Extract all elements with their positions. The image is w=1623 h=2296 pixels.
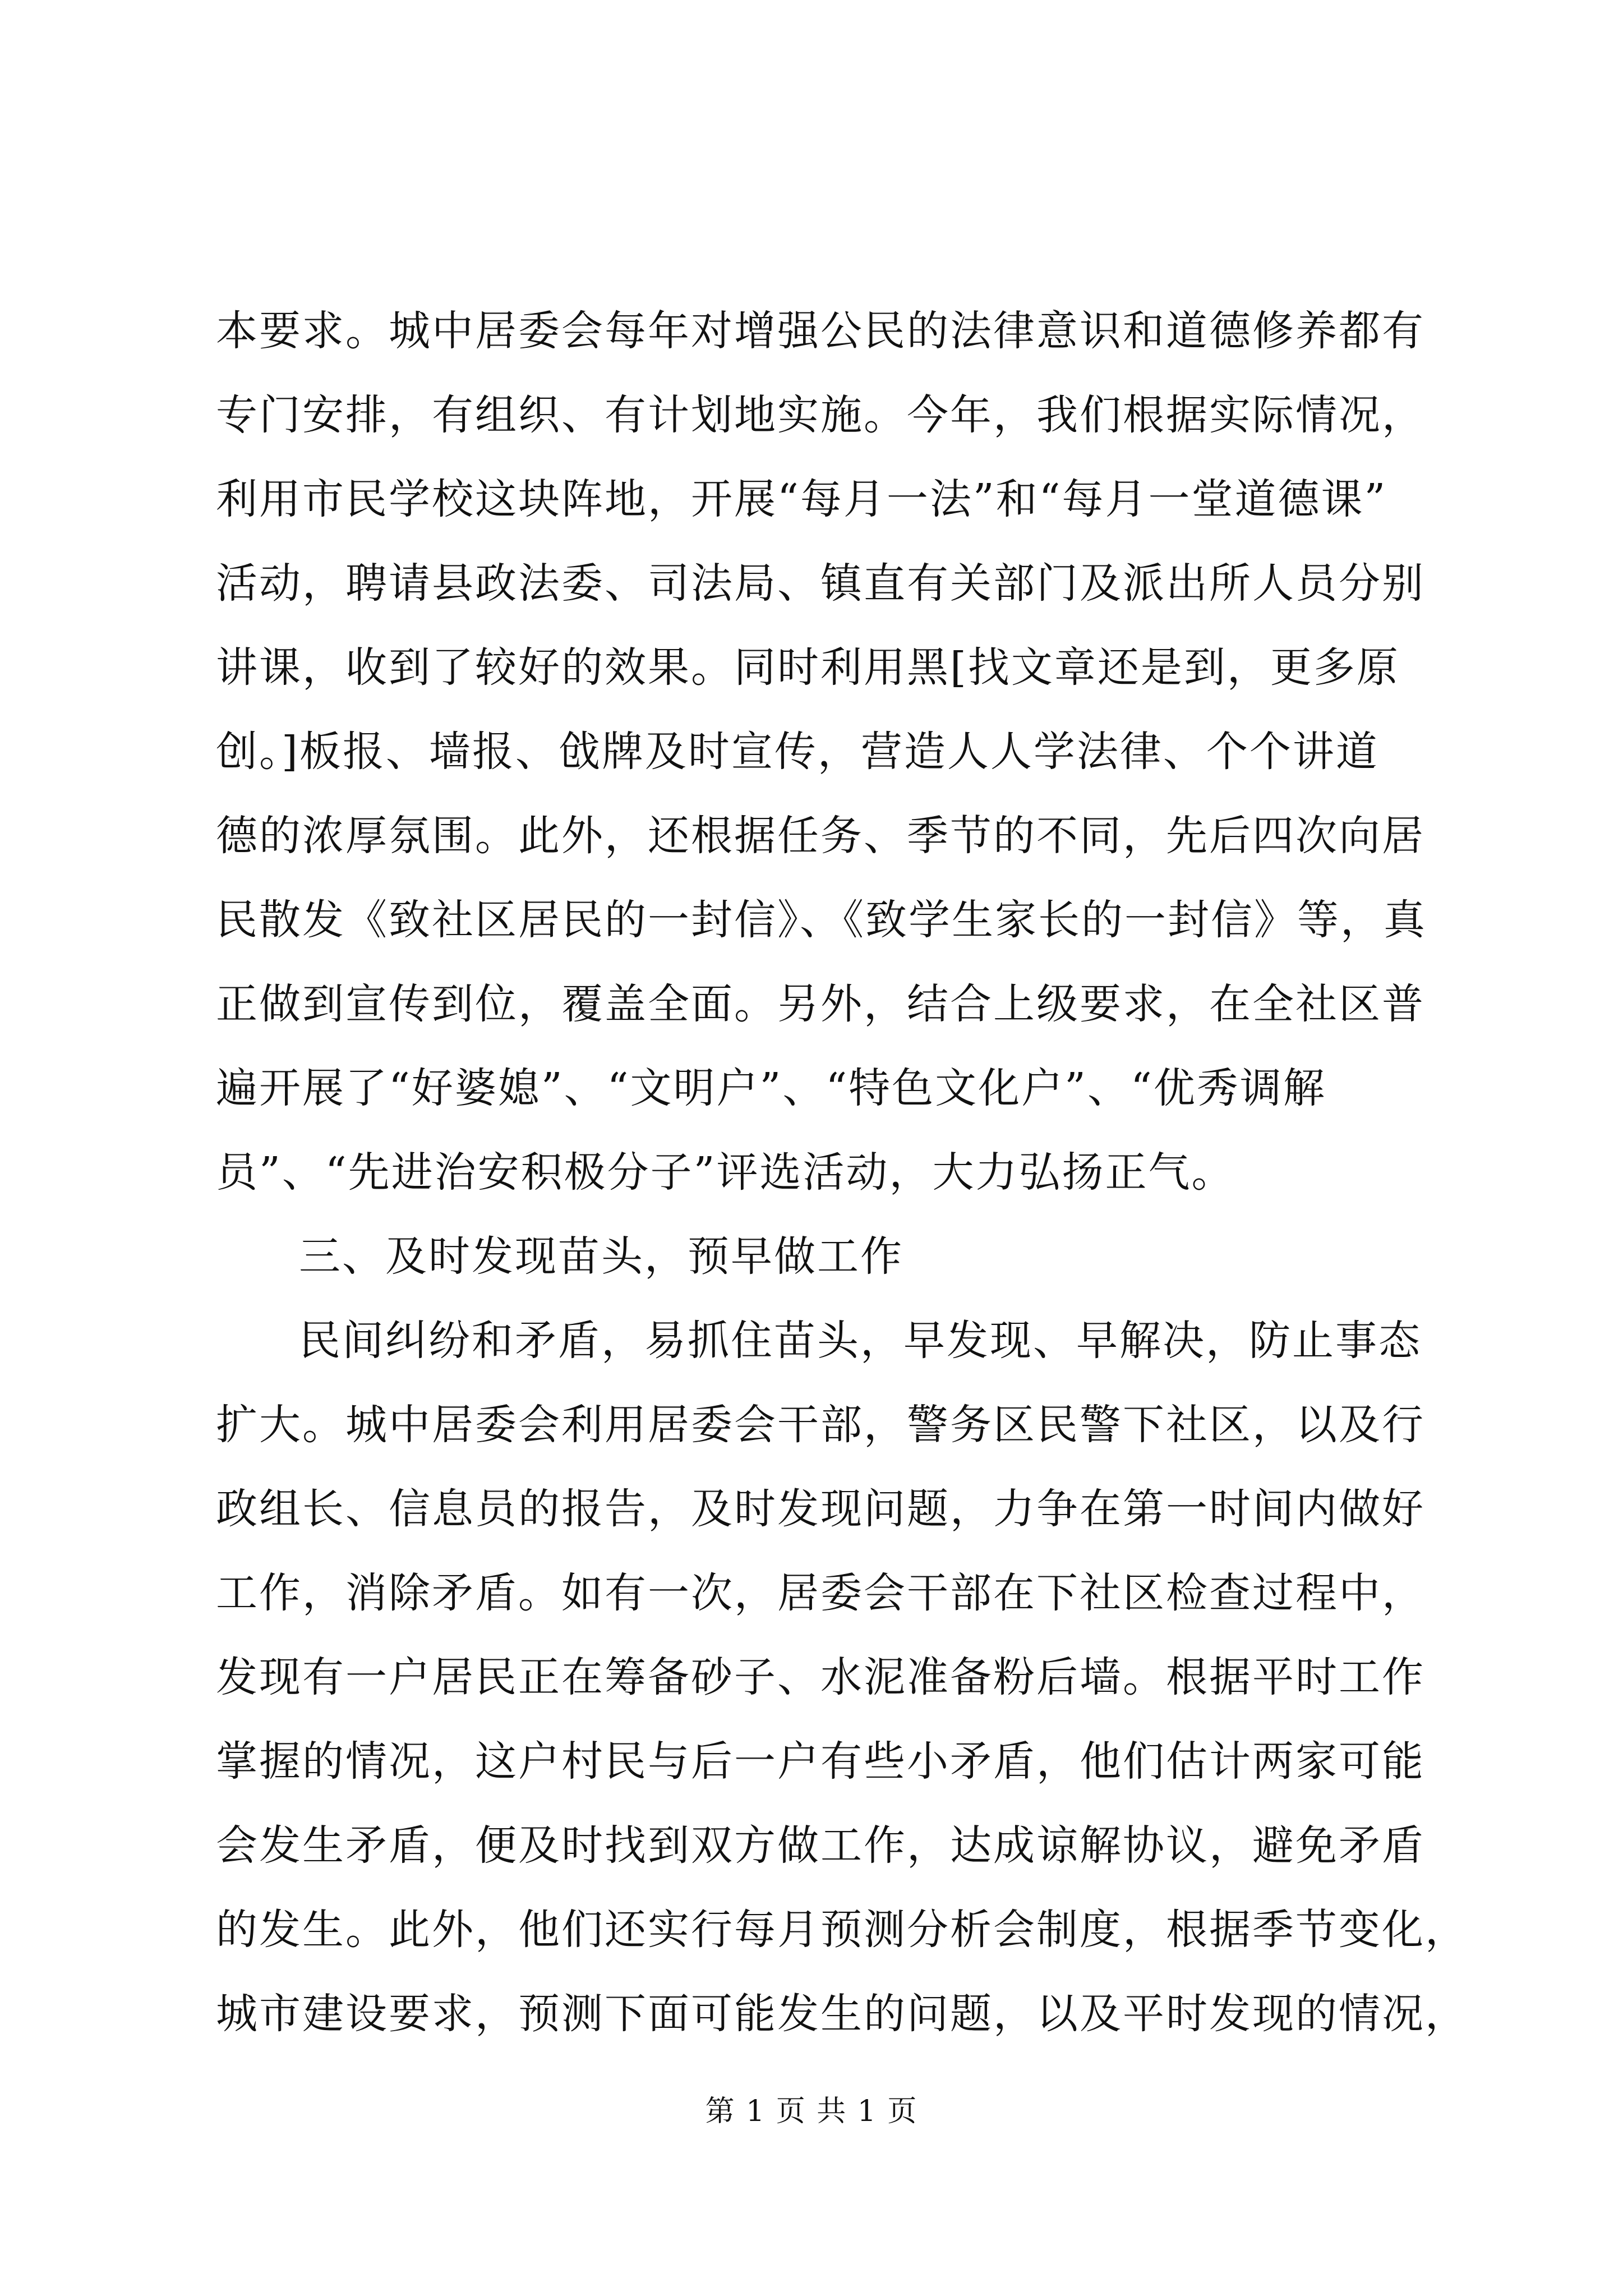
body-text-line: 本要求。城中居委会每年对增强公民的法律意识和道德修养都有 bbox=[216, 307, 1425, 355]
body-text-line: 遍开展了“好婆媳”、“文明户”、“特色文化户”、“优秀调解 bbox=[216, 1064, 1326, 1112]
body-text-line: 扩大。城中居委会利用居委会干部，警务区民警下社区，以及行 bbox=[216, 1401, 1425, 1449]
body-text-line: 创。]板报、墙报、戗牌及时宣传，营造人人学法律、个个讲道 bbox=[216, 728, 1379, 776]
page-footer: 第 1 页 共 1 页 bbox=[705, 2095, 918, 2128]
section-heading: 三、及时发现苗头，预早做工作 bbox=[299, 1232, 903, 1281]
body-text-line: 民间纠纷和矛盾，易抓住苗头，早发现、早解决，防止事态 bbox=[299, 1317, 1422, 1365]
body-text-line: 专门安排，有组织、有计划地实施。今年，我们根据实际情况， bbox=[216, 391, 1425, 439]
body-text-line: 工作，消除矛盾。如有一次，居委会干部在下社区检查过程中， bbox=[216, 1569, 1425, 1617]
body-text-line: 德的浓厚氛围。此外，还根据任务、季节的不同，先后四次向居 bbox=[216, 812, 1425, 860]
body-text-line: 民散发《致社区居民的一封信》、《致学生家长的一封信》等，真 bbox=[216, 896, 1427, 944]
body-text-line: 掌握的情况，这户村民与后一户有些小矛盾，他们估计两家可能 bbox=[216, 1737, 1425, 1786]
body-text-line: 的发生。此外，他们还实行每月预测分析会制度，根据季节变化， bbox=[216, 1906, 1468, 1954]
body-text-line: 利用市民学校这块阵地，开展“每月一法”和“每月一堂道德课” bbox=[216, 475, 1387, 523]
body-text-line: 政组长、信息员的报告，及时发现问题，力争在第一时间内做好 bbox=[216, 1485, 1425, 1533]
body-text-line: 发现有一户居民正在筹备砂子、水泥准备粉后墙。根据平时工作 bbox=[216, 1653, 1425, 1701]
body-text-line: 会发生矛盾，便及时找到双方做工作，达成谅解协议，避免矛盾 bbox=[216, 1821, 1425, 1870]
body-text-line: 正做到宣传到位，覆盖全面。另外，结合上级要求，在全社区普 bbox=[216, 980, 1425, 1028]
body-text-line: 讲课，收到了较好的效果。同时利用黑[找文章还是到，更多原 bbox=[216, 643, 1400, 692]
body-text-line: 员”、“先进治安积极分子”评选活动，大力弘扬正气。 bbox=[216, 1148, 1235, 1197]
body-text-line: 活动，聘请县政法委、司法局、镇直有关部门及派出所人员分别 bbox=[216, 559, 1425, 608]
body-text-line: 城市建设要求，预测下面可能发生的问题，以及平时发现的情况， bbox=[216, 1990, 1468, 2038]
